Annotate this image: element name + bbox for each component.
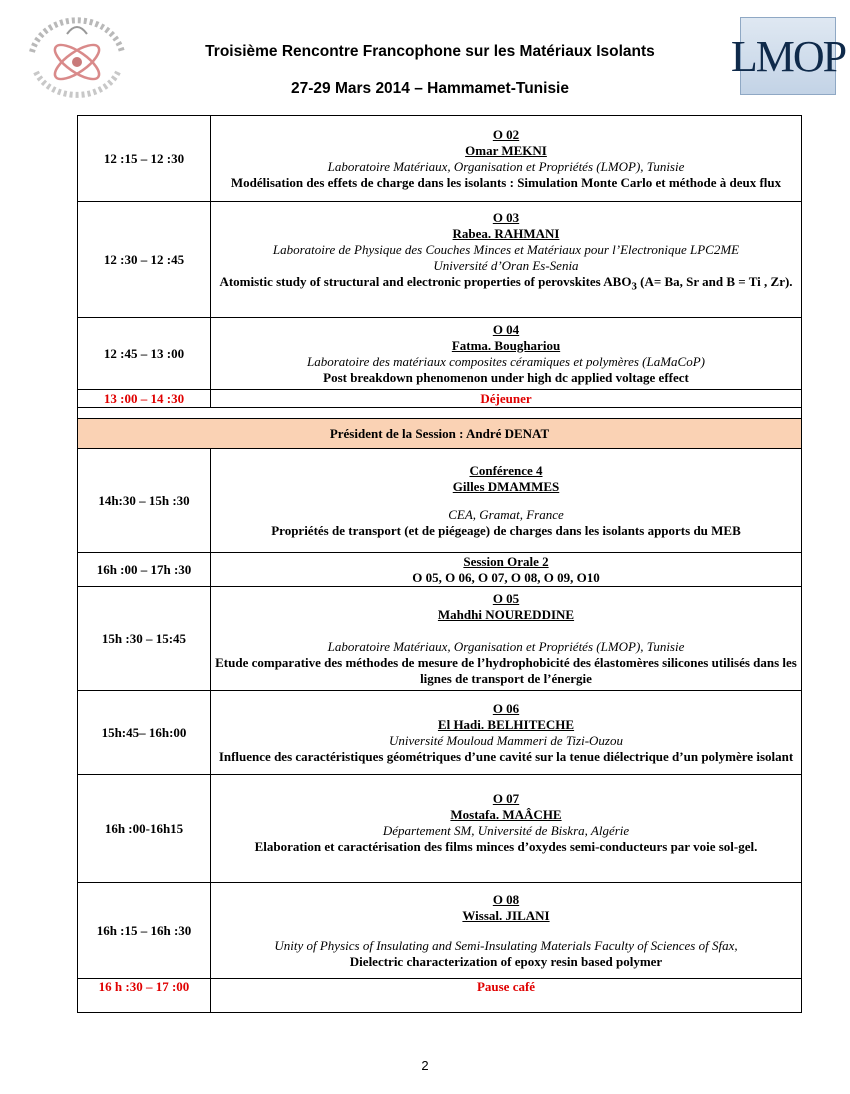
speaker-name: Rabea. RAHMANI: [452, 226, 560, 242]
page-number: 2: [421, 1058, 429, 1073]
time-cell: 16h :00 – 17h :30: [78, 553, 211, 587]
time-cell: 16h :00-16h15: [78, 775, 211, 883]
talk-code: O 07: [492, 790, 520, 806]
table-row: [78, 775, 802, 883]
table-row: [78, 390, 802, 408]
table-row: [78, 449, 802, 553]
talk-code: O 04: [492, 321, 520, 337]
conference-dates: 27-29 Mars 2014 – Hammamet-Tunisie: [291, 80, 569, 97]
session-title: Session Orale 2: [463, 553, 549, 569]
speaker-name: El Hadi. BELHITECHE: [437, 716, 575, 732]
session-cell: [211, 553, 802, 587]
affiliation: Laboratoire Matériaux, Organisation et Propriétés (LMOP), Tunisie: [327, 638, 685, 654]
speaker-name: Wissal. JILANI: [462, 907, 550, 923]
talk-cell: [211, 883, 802, 979]
talk-title: Modélisation des effets de charge dans les isolants : Simulation Monte Carlo et méthode à deux flux: [230, 174, 782, 190]
session-chair-banner: [78, 419, 802, 449]
time-cell: 16h :15 – 16h :30: [78, 883, 211, 979]
talk-title-subscript: 3: [631, 280, 637, 293]
affiliation: Unity of Physics of Insulating and Semi-Insulating Materials Faculty of Sciences of Sfax,: [274, 937, 738, 953]
table-row: [78, 202, 802, 318]
talk-code: O 06: [492, 700, 520, 716]
affiliation: Laboratoire des matériaux composites céramiques et polymères (LaMaCoP): [306, 353, 705, 369]
time-cell: 12 :45 – 13 :00: [78, 318, 211, 390]
lmop-logo: LMOP: [740, 17, 836, 95]
program-table: [77, 115, 802, 1013]
talk-title: Etude comparative des méthodes de mesure de l’hydrophobicité des élastomères silicones utilisés dans les lignes de transport de l’énergie: [215, 654, 797, 686]
talk-code: O 08: [492, 891, 520, 907]
speaker-name: Mostafa. MAÂCHE: [450, 806, 562, 822]
time-cell: 12 :15 – 12 :30: [78, 116, 211, 202]
talk-cell: [211, 202, 802, 318]
speaker-name: Fatma. Boughariou: [451, 337, 561, 353]
break-event: Déjeuner: [211, 390, 802, 408]
talk-title: Influence des caractéristiques géométriques d’une cavité sur la tenue diélectrique d’un polymère isolant: [218, 748, 794, 764]
time-cell: 12 :30 – 12 :45: [78, 202, 211, 318]
talk-title: Elaboration et caractérisation des films minces d’oxydes semi-conducteurs par voie sol-gel.: [254, 838, 758, 854]
affiliation: Laboratoire de Physique des Couches Minces et Matériaux pour l’Electronique LPC2ME: [272, 242, 740, 258]
break-event: Pause café: [211, 979, 802, 1013]
affiliation: Laboratoire Matériaux, Organisation et Propriétés (LMOP), Tunisie: [327, 158, 685, 174]
table-row: [78, 553, 802, 587]
talk-cell: [211, 587, 802, 691]
talk-title: Dielectric characterization of epoxy resin based polymer: [349, 953, 663, 969]
talk-cell: [211, 449, 802, 553]
talk-title: Post breakdown phenomenon under high dc applied voltage effect: [323, 369, 689, 385]
time-cell: 16 h :30 – 17 :00: [78, 979, 211, 1013]
speaker-name: Gilles DMAMMES: [452, 478, 560, 494]
affiliation-secondary: Université d’Oran Es-Senia: [433, 258, 579, 274]
talk-title-end: (A= Ba, Sr and B = Ti , Zr).: [636, 274, 793, 290]
time-cell: 15h:45– 16h:00: [78, 691, 211, 775]
talk-code: O 05: [492, 590, 520, 606]
session-list: O 05, O 06, O 07, O 08, O 09, O10: [412, 569, 600, 585]
table-row: [78, 979, 802, 1013]
table-row: [78, 116, 802, 202]
talk-cell: [211, 775, 802, 883]
talk-code: Conférence 4: [469, 462, 543, 478]
session-chair: Président de la Session : André DENAT: [78, 419, 802, 449]
talk-title-main: Atomistic study of structural and electronic properties of perovskites ABO: [219, 274, 632, 290]
talk-title: [215, 274, 797, 295]
table-row: [78, 883, 802, 979]
affiliation: CEA, Gramat, France: [448, 506, 564, 522]
talk-code: O 02: [492, 126, 520, 142]
society-logo: [22, 12, 132, 108]
talk-code: O 03: [492, 210, 520, 226]
time-cell: 14h:30 – 15h :30: [78, 449, 211, 553]
affiliation: Université Mouloud Mammeri de Tizi-Ouzou: [389, 732, 623, 748]
speaker-name: Omar MEKNI: [465, 142, 547, 158]
affiliation: Département SM, Université de Biskra, Algérie: [382, 822, 630, 838]
conference-title: Troisième Rencontre Francophone sur les Matériaux Isolants: [205, 43, 655, 60]
table-row: [78, 318, 802, 390]
spacer-row: [78, 408, 802, 419]
time-cell: 13 :00 – 14 :30: [78, 390, 211, 408]
table-row: [78, 587, 802, 691]
talk-cell: [211, 116, 802, 202]
speaker-name: Mahdhi NOUREDDINE: [437, 606, 575, 622]
talk-cell: [211, 318, 802, 390]
talk-title: Propriétés de transport (et de piégeage) de charges dans les isolants apports du MEB: [271, 522, 741, 538]
page-header: [0, 0, 850, 112]
table-row: [78, 691, 802, 775]
time-cell: 15h :30 – 15:45: [78, 587, 211, 691]
talk-cell: [211, 691, 802, 775]
